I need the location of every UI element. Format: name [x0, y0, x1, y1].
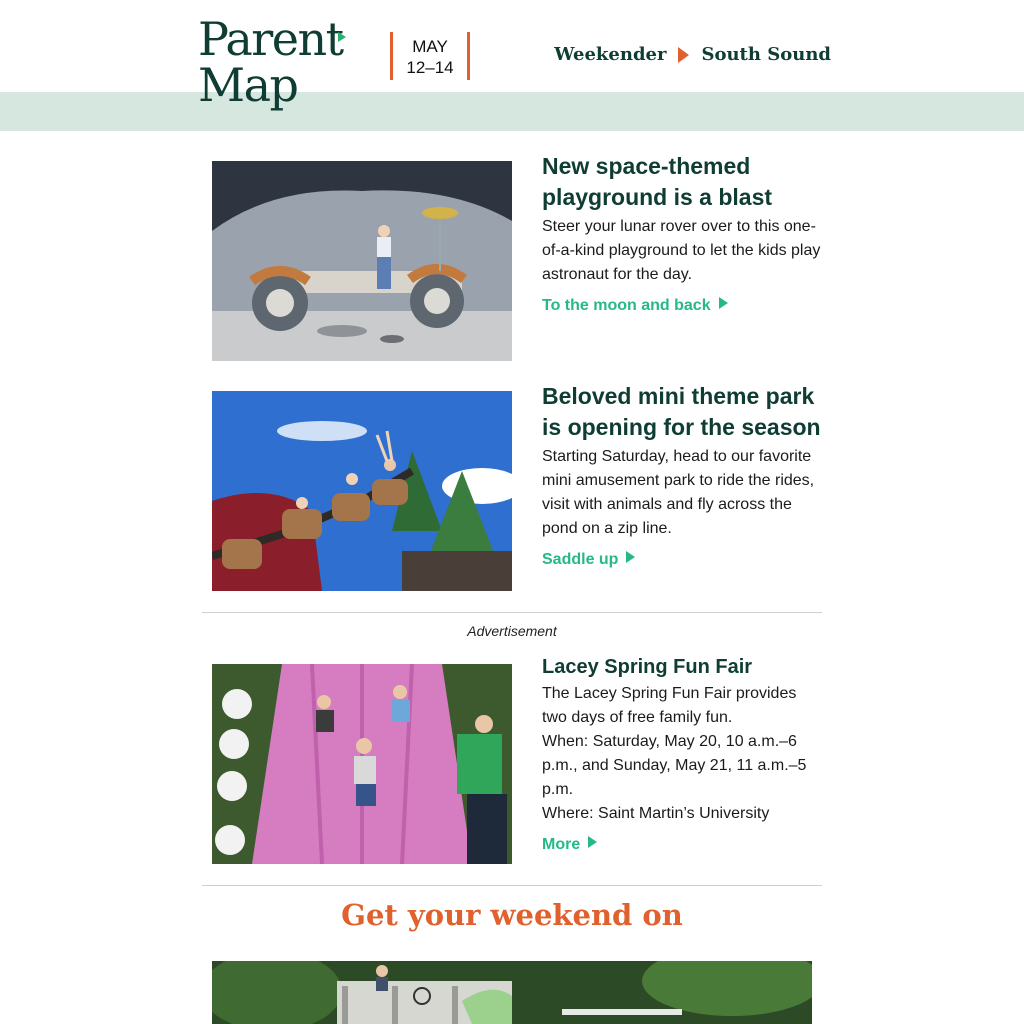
article-headline[interactable]: Beloved mini theme park is opening for the season [542, 383, 821, 440]
slide-image [212, 664, 512, 864]
playground-image [212, 961, 812, 1024]
ad-when: When: Saturday, May 20, 10 a.m.–6 p.m., and Sunday, May 21, 11 a.m.–5 p.m. [542, 733, 807, 798]
article-body: Steer your lunar rover over to this one-of-a-kind playground to let the kids play astronaut for the day. [542, 218, 821, 283]
ad-body: The Lacey Spring Fun Fair provides two days of free family fun. [542, 685, 797, 726]
article-body: Starting Saturday, head to our favorite mini amusement park to ride the rides, visit with animals and fly across the pond on a zip line. [542, 448, 815, 537]
newsletter-nav [554, 44, 831, 65]
read-more-label: To the moon and back [542, 297, 711, 314]
header-band [0, 92, 1024, 131]
ad-photo-slide[interactable] [212, 664, 512, 864]
lunar-rover-image [212, 161, 512, 361]
nav-arrow-icon [678, 47, 689, 63]
read-more-link[interactable] [542, 297, 728, 315]
article-headline[interactable]: New space-themed playground is a blast [542, 153, 773, 210]
advertisement-label: Advertisement [467, 623, 557, 639]
article-text [542, 381, 824, 569]
logo-line-2: Map [198, 58, 298, 112]
divider [202, 612, 822, 613]
ad-where: Where: Saint Martin’s University [542, 805, 770, 822]
nav-region[interactable]: South Sound [701, 44, 831, 65]
article-text [542, 151, 824, 315]
issue-days: 12–14 [406, 58, 454, 77]
roller-coaster-image [212, 391, 512, 591]
article-photo-coaster[interactable] [212, 391, 512, 591]
read-more-label: Saddle up [542, 551, 619, 568]
logo-line-1: Parent [198, 12, 343, 66]
play-arrow-icon [626, 551, 635, 563]
article-photo-lunar-rover[interactable] [212, 161, 512, 361]
ad-headline[interactable]: Lacey Spring Fun Fair [542, 656, 753, 678]
read-more-link[interactable] [542, 551, 635, 569]
feature-photo-playground[interactable] [212, 961, 812, 1024]
email-header [0, 0, 1024, 92]
section-title: Get your weekend on [341, 898, 683, 932]
nav-weekender[interactable]: Weekender [554, 44, 667, 65]
more-link[interactable] [542, 836, 597, 854]
play-arrow-icon [588, 836, 597, 848]
parentmap-logo[interactable] [198, 12, 343, 112]
divider [202, 885, 822, 886]
issue-month: MAY [412, 37, 448, 56]
issue-date [390, 32, 470, 80]
ad-text [542, 654, 824, 854]
play-arrow-icon [719, 297, 728, 309]
logo-play-icon [338, 32, 346, 42]
more-label: More [542, 836, 581, 853]
